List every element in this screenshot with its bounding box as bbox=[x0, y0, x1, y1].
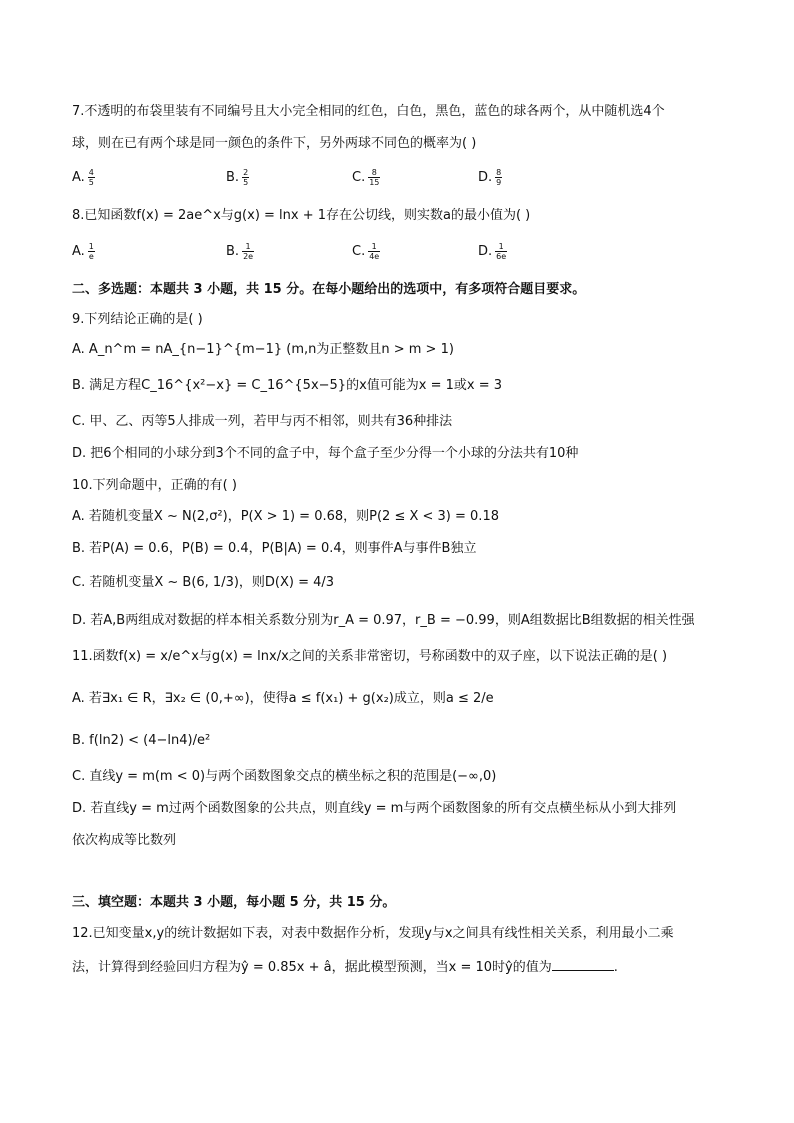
q10-option-b: B. 若P(A) = 0.6，P(B) = 0.4，P(B|A) = 0.4，则事件A与事件B独立 bbox=[72, 541, 477, 556]
q10-option-d: D. 若A,B两组成对数据的样本相关系数分别为r_A = 0.97，r_B = −0.99，则A组数据比B组数据的相关性强 bbox=[72, 613, 695, 628]
q9-option-b: B. 满足方程C_16^{x²−x} = C_16^{5x−5}的x值可能为x = 1或x = 3 bbox=[72, 378, 503, 393]
q10-option-a: A. 若随机变量X ~ N(2,σ²)，P(X > 1) = 0.68，则P(2 ≤ X < 3) = 0.18 bbox=[72, 509, 499, 524]
q12-stem-line2 bbox=[72, 956, 618, 978]
q12-stem-text: 法，计算得到经验回归方程为ŷ = 0.85x + â，据此模型预测，当x = 10时ŷ的值为 bbox=[72, 960, 552, 975]
q11-stem: 11.函数f(x) = x/e^x与g(x) = lnx/x之间的关系非常密切，号称函数中的双子座，以下说法正确的是( ) bbox=[72, 649, 668, 664]
q11-option-c: C. 直线y = m(m < 0)与两个函数图象交点的横坐标之积的范围是(−∞,0) bbox=[72, 769, 497, 784]
q8-option-b: B. $\frac{1}{2e}$ bbox=[226, 242, 254, 261]
q8-option-c: C. $\frac{1}{4e}$ bbox=[352, 242, 380, 261]
q7-option-c: C. $\frac{8}{15}$ bbox=[352, 168, 380, 187]
q10-option-c: C. 若随机变量X ~ B(6, 1/3)，则D(X) = 4/3 bbox=[72, 575, 335, 590]
q7-option-a: A. $\frac{4}{5}$ bbox=[72, 168, 94, 187]
q12-period: . bbox=[613, 960, 618, 975]
q7-stem-line1: 7.不透明的布袋里装有不同编号且大小完全相同的红色，白色，黑色，蓝色的球各两个，从中随机选4个 bbox=[72, 104, 665, 119]
q11-option-d-line1: D. 若直线y = m过两个函数图象的公共点，则直线y = m与两个函数图象的所有交点横坐标从小到大排列 bbox=[72, 801, 677, 816]
q7-option-d: D. $\frac{8}{9}$ bbox=[478, 168, 502, 187]
q11-option-d-line2: 依次构成等比数列 bbox=[72, 833, 177, 848]
q12-stem-line1: 12.已知变量x,y的统计数据如下表，对表中数据作分析，发现y与x之间具有线性相关关系，利用最小二乘 bbox=[72, 926, 674, 941]
q9-option-a: A. A_n^m = nA_{n−1}^{m−1} (m,n为正整数且n > m > 1) bbox=[72, 342, 454, 357]
q9-option-c: C. 甲、乙、丙等5人排成一列，若甲与丙不相邻，则共有36种排法 bbox=[72, 414, 453, 429]
q9-option-d: D. 把6个相同的小球分到3个不同的盒子中，每个盒子至少分得一个小球的分法共有10种 bbox=[72, 446, 579, 461]
q11-option-a: A. 若∃x₁ ∈ R，∃x₂ ∈ (0,+∞)，使得a ≤ f(x₁) + g(x₂)成立，则a ≤ 2/e bbox=[72, 691, 494, 706]
q8-option-d: D. $\frac{1}{6e}$ bbox=[478, 242, 507, 261]
answer-blank[interactable] bbox=[552, 956, 614, 971]
section-2-heading: 二、多选题：本题共 3 小题，共 15 分。在每小题给出的选项中，有多项符合题目要求。 bbox=[72, 282, 586, 297]
section-3-heading: 三、填空题：本题共 3 小题，每小题 5 分，共 15 分。 bbox=[72, 895, 396, 910]
q11-option-b: B. f(ln2) < (4−ln4)/e² bbox=[72, 733, 211, 748]
q8-stem: 8.已知函数f(x) = 2ae^x与g(x) = lnx + 1存在公切线，则实数a的最小值为( ) bbox=[72, 208, 531, 223]
q10-stem: 10.下列命题中，正确的有( ) bbox=[72, 478, 237, 493]
q9-stem: 9.下列结论正确的是( ) bbox=[72, 312, 203, 327]
q8-option-a: A. $\frac{1}{e}$ bbox=[72, 242, 94, 261]
q7-stem-line2: 球，则在已有两个球是同一颜色的条件下，另外两球不同色的概率为( ) bbox=[72, 136, 477, 151]
q7-option-b: B. $\frac{2}{5}$ bbox=[226, 168, 249, 187]
